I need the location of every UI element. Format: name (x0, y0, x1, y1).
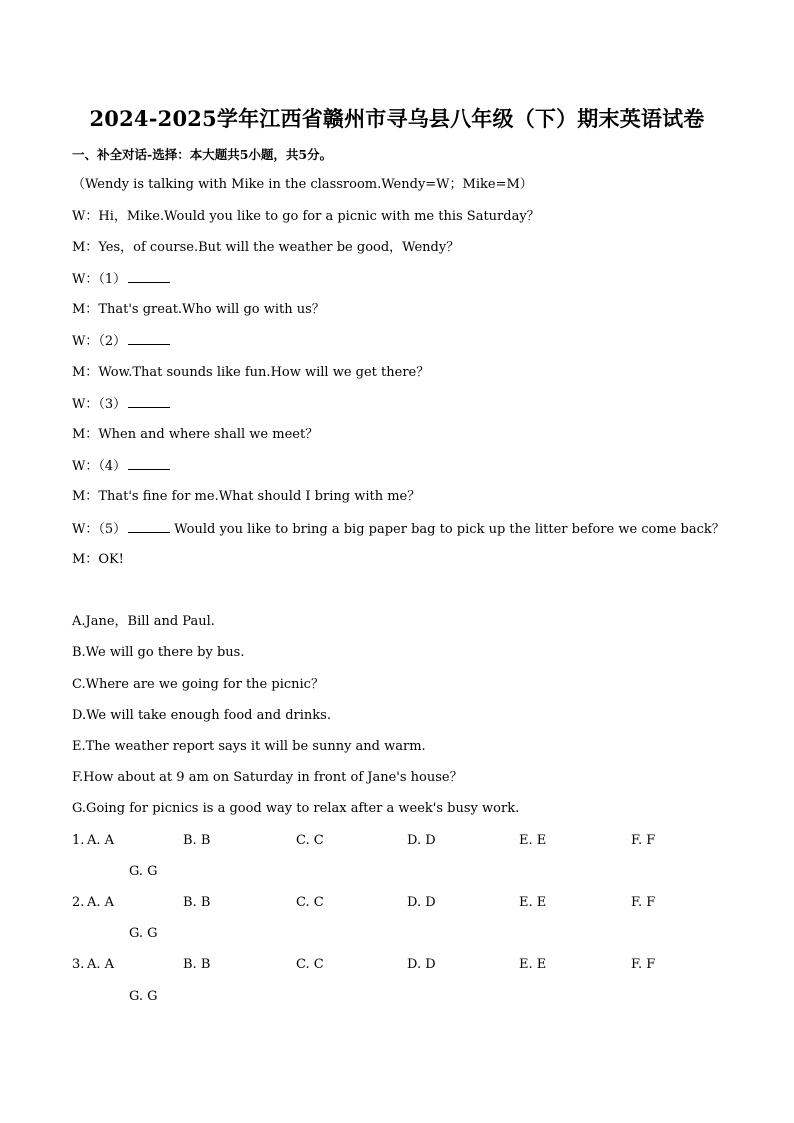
speaker-label: W： (72, 459, 99, 474)
option-g[interactable]: G. G (129, 989, 158, 1004)
dialogue-text: Hi，Mike.Would you like to go for a picnic with me this Saturday？ (98, 209, 540, 224)
speaker-label: M： (72, 240, 99, 255)
answer-blank (128, 270, 170, 283)
option-b[interactable]: B. B (183, 895, 211, 910)
blank-number: （1） (98, 272, 127, 287)
option-d[interactable]: D. D (407, 833, 436, 848)
speaker-label: W： (72, 209, 99, 224)
speaker-label: M： (72, 365, 99, 380)
choice-f: F.How about at 9 am on Saturday in front of Jane's house？ (72, 770, 463, 785)
speaker-label: M： (72, 427, 99, 442)
option-e[interactable]: E. E (519, 957, 547, 972)
choice-g: G.Going for picnics is a good way to relax after a week's busy work. (72, 801, 520, 816)
option-a[interactable]: A. A (87, 957, 115, 972)
choice-e: E.The weather report says it will be sunny and warm. (72, 739, 426, 754)
option-f[interactable]: F. F (631, 833, 656, 848)
answer-blank (128, 520, 170, 533)
option-c[interactable]: C. C (296, 895, 324, 910)
dialogue-line-5 (72, 332, 174, 351)
option-a[interactable]: A. A (87, 833, 115, 848)
dialogue-intro: （Wendy is talking with Mike in the classroom.Wendy=W；Mike=M） (72, 177, 533, 192)
speaker-label: M： (72, 552, 99, 567)
option-e[interactable]: E. E (519, 895, 547, 910)
dialogue-text: When and where shall we meet？ (98, 427, 319, 442)
option-f[interactable]: F. F (631, 895, 656, 910)
choice-a: A.Jane，Bill and Paul. (72, 614, 215, 629)
option-g[interactable]: G. G (129, 926, 158, 941)
dialogue-text: Would you like to bring a big paper bag to pick up the litter before we come back？ (174, 522, 725, 537)
question-number: 2. (72, 895, 85, 910)
question-number: 3. (72, 957, 85, 972)
dialogue-line-11 (72, 520, 725, 539)
dialogue-text: Yes，of course.But will the weather be good，Wendy？ (98, 240, 460, 255)
option-a[interactable]: A. A (87, 895, 115, 910)
option-d[interactable]: D. D (407, 895, 436, 910)
speaker-label: W： (72, 272, 99, 287)
dialogue-line-3 (72, 270, 174, 289)
dialogue-line-9 (72, 457, 174, 476)
dialogue-text: That's great.Who will go with us？ (98, 302, 325, 317)
dialogue-line-1 (72, 208, 540, 226)
speaker-label: W： (72, 397, 99, 412)
answer-blank (128, 395, 170, 408)
dialogue-text: That's fine for me.What should I bring with me？ (98, 489, 421, 504)
dialogue-text: OK! (98, 552, 124, 567)
choice-d: D.We will take enough food and drinks. (72, 708, 331, 723)
speaker-label: M： (72, 302, 99, 317)
dialogue-line-4 (72, 301, 325, 319)
option-c[interactable]: C. C (296, 833, 324, 848)
section-heading: 一、补全对话-选择：本大题共5小题，共5分。 (72, 147, 333, 162)
question-number: 1. (72, 833, 85, 848)
dialogue-line-6 (72, 364, 429, 382)
dialogue-line-2 (72, 239, 459, 257)
blank-number: （4） (98, 459, 127, 474)
option-d[interactable]: D. D (407, 957, 436, 972)
option-c[interactable]: C. C (296, 957, 324, 972)
option-e[interactable]: E. E (519, 833, 547, 848)
dialogue-line-8 (72, 426, 318, 444)
speaker-label: M： (72, 489, 99, 504)
speaker-label: W： (72, 334, 99, 349)
option-b[interactable]: B. B (183, 833, 211, 848)
option-g[interactable]: G. G (129, 864, 158, 879)
blank-number: （5） (98, 522, 127, 537)
answer-blank (128, 332, 170, 345)
dialogue-line-12 (72, 551, 124, 569)
option-b[interactable]: B. B (183, 957, 211, 972)
dialogue-text: Wow.That sounds like fun.How will we get there？ (98, 365, 430, 380)
page-title: 2024-2025学年江西省赣州市寻乌县八年级（下）期末英语试卷 (89, 106, 705, 131)
blank-number: （2） (98, 334, 127, 349)
answer-blank (128, 457, 170, 470)
choice-c: C.Where are we going for the picnic？ (72, 677, 324, 692)
speaker-label: W： (72, 522, 99, 537)
dialogue-line-7 (72, 395, 174, 414)
blank-number: （3） (98, 397, 127, 412)
option-f[interactable]: F. F (631, 957, 656, 972)
dialogue-line-10 (72, 488, 420, 506)
choice-b: B.We will go there by bus. (72, 645, 245, 660)
